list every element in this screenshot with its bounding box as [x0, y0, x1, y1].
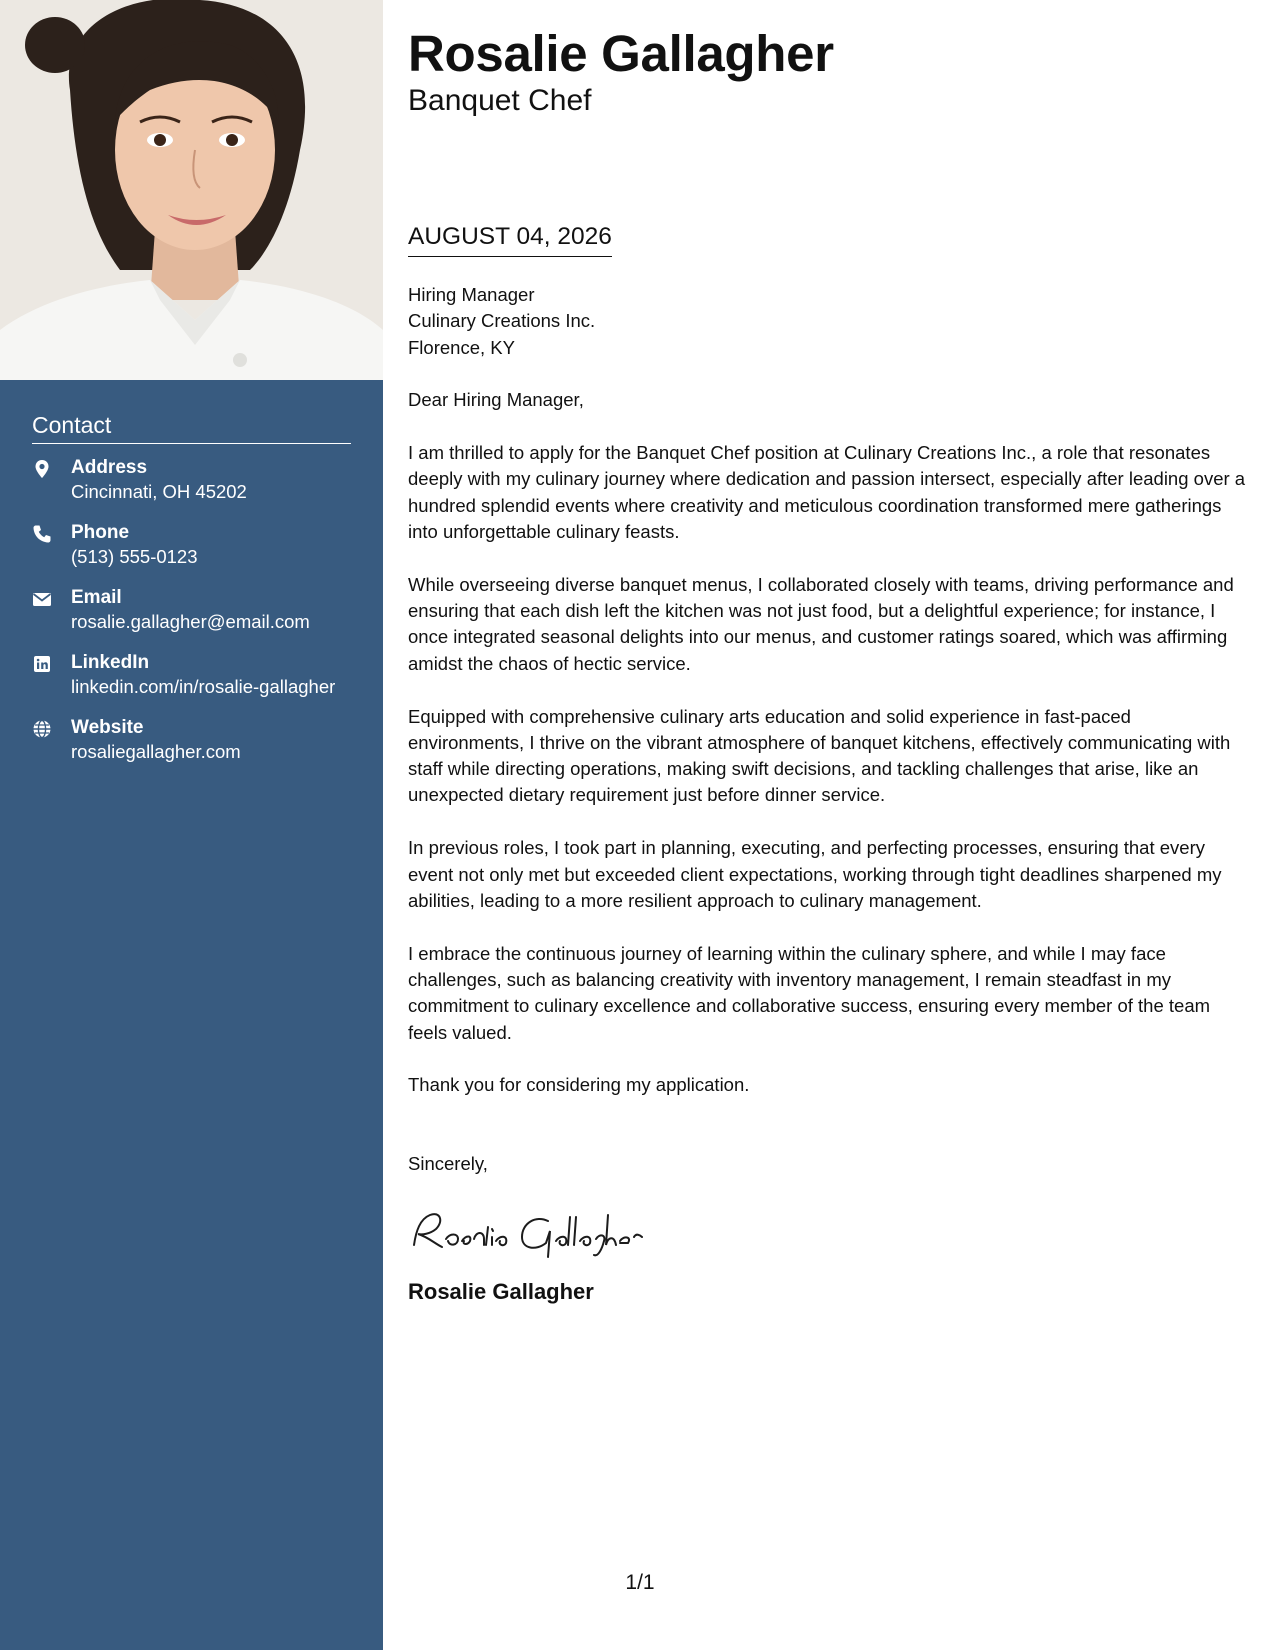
- contact-label: Address: [71, 457, 148, 478]
- contact-website: [32, 716, 351, 764]
- phone-value[interactable]: (513) 555-0123: [71, 546, 198, 567]
- body-paragraph: In previous roles, I took part in planning, executing, and perfecting processes, ensuring that every event not only met but exceeded client expectations, working through tight deadlines sharpened my abilities, leading to a more resilient approach to culinary management.: [408, 837, 1222, 911]
- phone-icon: [32, 524, 52, 544]
- salutation: Dear Hiring Manager,: [408, 389, 584, 411]
- contact-label: Email: [71, 587, 122, 608]
- recipient-line: Florence, KY: [408, 336, 515, 358]
- linkedin-icon: [32, 654, 52, 674]
- linkedin-value[interactable]: linkedin.com/in/rosalie-gallagher: [71, 676, 336, 697]
- page-number: 1/1: [625, 1571, 655, 1594]
- contact-label: Phone: [71, 522, 130, 543]
- map-pin-icon: [32, 459, 52, 479]
- contact-address: [32, 456, 351, 504]
- address-value: Cincinnati, OH 45202: [71, 481, 247, 502]
- recipient-line: Hiring Manager: [408, 284, 535, 305]
- body-paragraph: Thank you for considering my application.: [408, 1074, 750, 1096]
- globe-icon: [32, 719, 52, 739]
- signer-name: Rosalie Gallagher: [408, 1278, 594, 1304]
- body-paragraph: I embrace the continuous journey of learning within the culinary sphere, and while I may face challenges, such as balancing creativity with inventory management, I remain steadfast in my commitment to culinary excellence and collaborative success, ensuring every member of the team feels valued.: [408, 942, 1211, 1043]
- recipient-line: Culinary Creations Inc.: [408, 310, 596, 332]
- sidebar: [0, 0, 383, 1650]
- letter-date: AUGUST 04, 2026: [408, 223, 612, 257]
- closing: Sincerely,: [408, 1152, 488, 1174]
- contact-linkedin: [32, 651, 351, 699]
- applicant-name: Rosalie Gallagher: [408, 25, 834, 82]
- body-paragraph: While overseeing diverse banquet menus, I collaborated closely with teams, driving performance and ensuring that each dish left the kitchen was not just food, but a delightful experience; for instance, I once integrated seasonal delights into our menus, and customer ratings soared, which was affirming amidst the chaos of hectic service.: [408, 573, 1234, 674]
- portrait-illustration: [0, 0, 383, 380]
- contact-email: [32, 586, 351, 634]
- handwritten-signature: [408, 1201, 1248, 1261]
- body-paragraph: Equipped with comprehensive culinary arts education and solid experience in fast-paced environments, I thrive on the vibrant atmosphere of banquet kitchens, effectively communicating with staff while directing operations, making swift decisions, and tackling challenges that arise, like an unexpected dietary requirement just before dinner service.: [408, 705, 1231, 806]
- email-value[interactable]: rosalie.gallagher@email.com: [71, 611, 310, 632]
- envelope-icon: [32, 589, 52, 609]
- contact-label: Website: [71, 717, 144, 738]
- contact-heading: Contact: [32, 412, 351, 444]
- profile-photo: [0, 0, 383, 380]
- recipient-block: [408, 282, 1248, 361]
- job-title: Banquet Chef: [408, 84, 592, 117]
- body-paragraph: I am thrilled to apply for the Banquet Chef position at Culinary Creations Inc., a role that resonates deeply with my culinary journey where dedication and passion intersect, especially after leading over a hundred splendid events where creativity and meticulous coordination transformed mere gatherings into unforgettable culinary feasts.: [408, 442, 1246, 543]
- contact-section: [32, 412, 351, 781]
- website-value[interactable]: rosaliegallagher.com: [71, 741, 241, 762]
- letter-body: [408, 282, 1248, 1305]
- contact-phone: [32, 521, 351, 569]
- contact-label: LinkedIn: [71, 652, 150, 673]
